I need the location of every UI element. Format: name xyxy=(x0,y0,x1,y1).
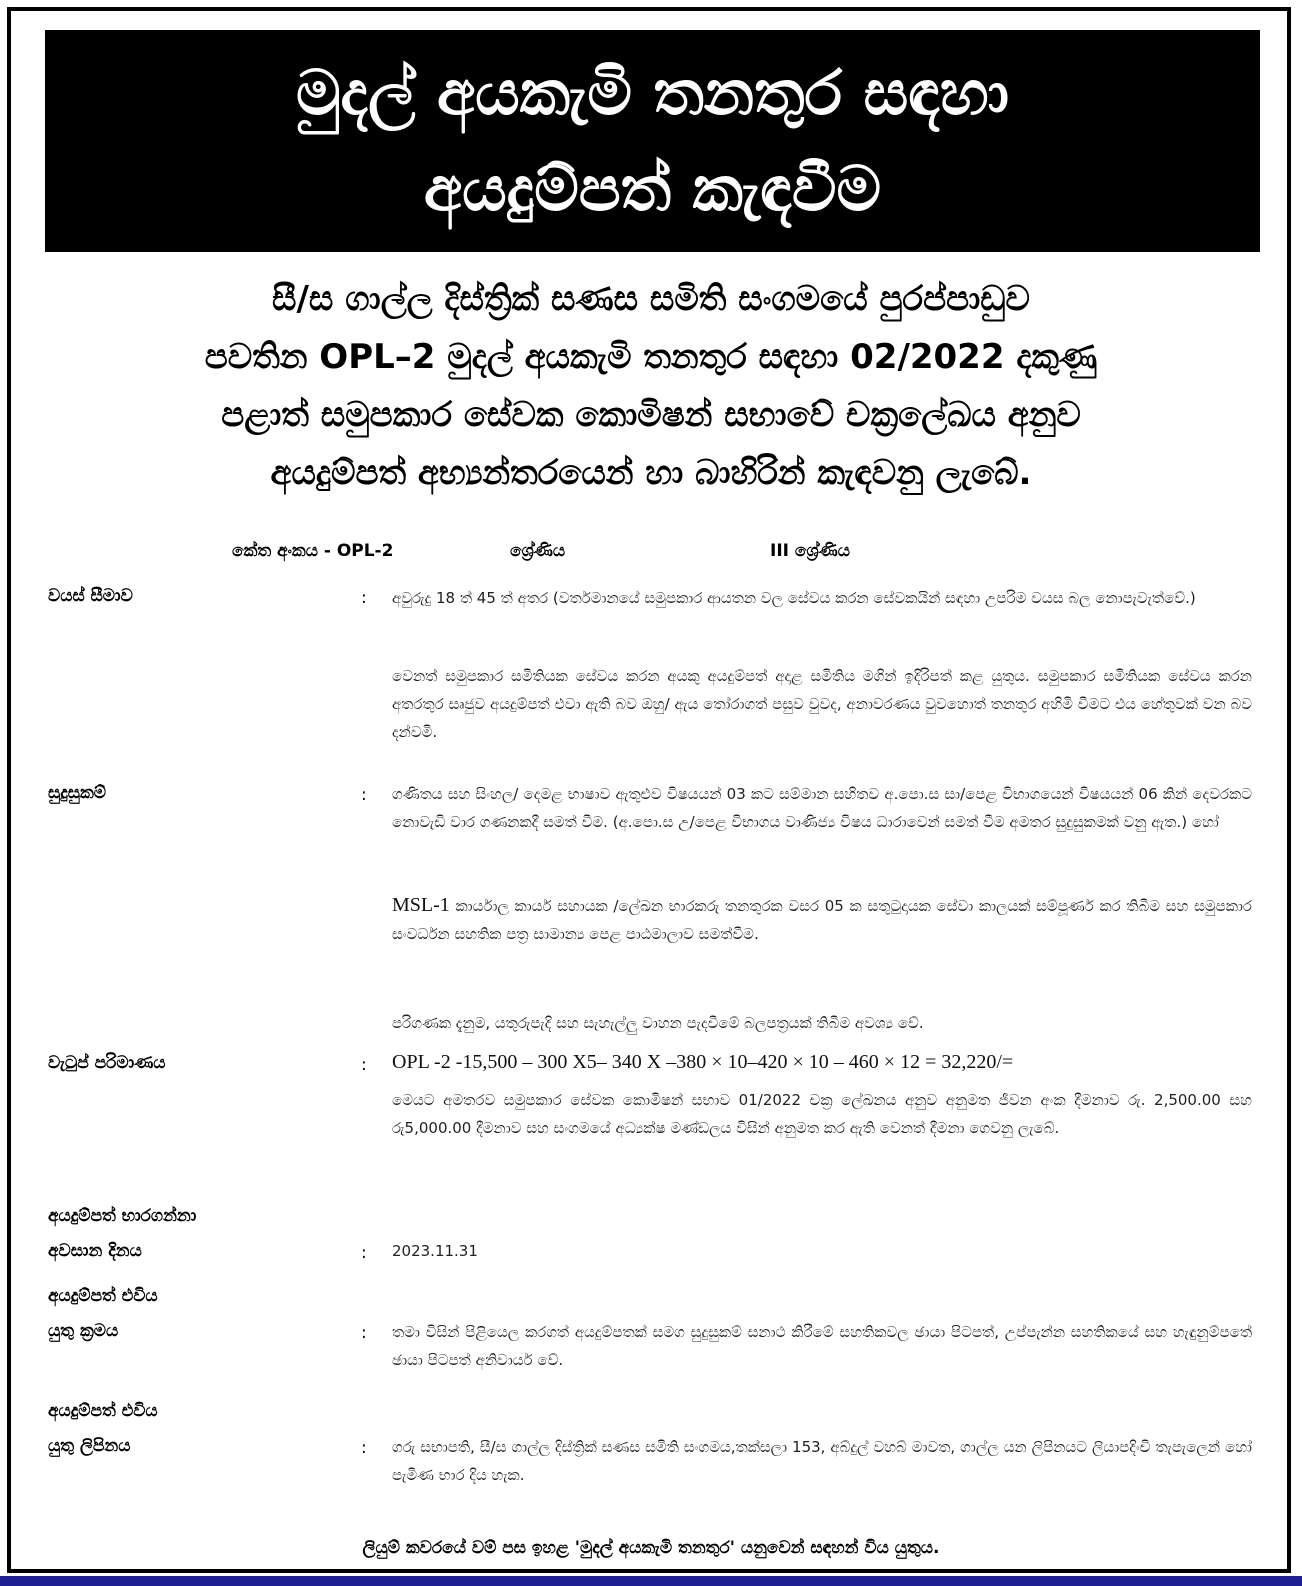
method-label-2: යුතු ක්‍රමය xyxy=(48,1321,119,1341)
envelope-note: ලියුම් කවරයේ වම් පස ඉහළ 'මුදල් අයකැමි තනතුර' යනුවෙන් සඳහන් විය යුතුය. xyxy=(362,1538,940,1558)
msl-text: කාර්යාල කාර්ය සහායක /ලේඛන භාරකරු තනතුරක වසර 05 ක සතුටුදායක සේවා කාලයක් සම්පූර්ණ කර තිබීම සහ සමුපකාර සංවර්ධන සහතික පත්‍ර සාමාන්‍ය පෙළ පාඨමාලාව සමත්වීම. xyxy=(392,897,1252,943)
age-text-2: වෙනත් සමුපකාර සමිතියක සේවය කරන අයකු අයදුම්පත් අදාළ සමිතිය මගින් ඉදිරිපත් කළ යුතුය. සමුපකාර සමිතියක සේවය කරන අතරතුර සෘජුව අයදුම්පත් එවා ඇති බව ඔහු/ ඇය තෝරාගත් පසුව වුවද, අනාවරණය වුවහොත් තනතුර අහිමි වීමට එය හේතුවක් වන බව දන්වමි. xyxy=(392,667,1252,741)
address-label-2: යුතු ලිපිනය xyxy=(48,1436,131,1456)
salary-colon: : xyxy=(361,1055,367,1075)
age-label: වයස් සීමාව xyxy=(48,586,133,606)
closing-colon: : xyxy=(361,1243,367,1263)
grade-label: ශ්‍රේණිය xyxy=(510,541,566,561)
post-code: කේත අංකය - OPL-2 xyxy=(232,541,394,561)
method-label-1: අයදුම්පත් එවිය xyxy=(48,1286,158,1306)
method-colon: : xyxy=(361,1323,367,1343)
closing-label-2: අවසාන දිනය xyxy=(48,1241,142,1261)
qualifications-text-3: පරිගණක දැනුම, යතුරුපැදි සහ සැහැල්ලු වාහන පැදවීමේ බලපත්‍රයක් තිබීම අවශ්‍ය වේ. xyxy=(392,1014,924,1032)
qualifications-label: සුදුසුකම් xyxy=(48,783,107,803)
address-text: ගරු සභාපති, සී/ස ගාල්ල දිස්ත්‍රික් සණස සමිති සංගමය,තක්සලා 153, අබ්දුල් වහබ් මාවත, ගාල්ල යන ලිපිනයට ලියාපදිංචි තැපැලෙන් හෝ පැමිණ භාර දිය හැක. xyxy=(392,1438,1252,1484)
salary-label: වැටුප් පරිමාණය xyxy=(48,1053,166,1073)
address-colon: : xyxy=(361,1438,367,1458)
age-colon: : xyxy=(361,588,367,608)
method-text: තමා විසින් පිළියෙල කරගත් අයදුම්පතක් සමග සුදුසුකම් සනාථ කිරීමේ සහතිකවල ඡායා පිටපත්, උප්පැන්න සහතිකයේ සහ හැඳුනුම්පතේ ඡායා පිටපත් අනිවාර්ය වේ. xyxy=(392,1323,1252,1369)
salary-text: මෙයට අමතරව සමුපකාර සේවක කොමිෂන් සභාව 01/2022 චක්‍ර ලේඛනය අනුව අනුමත ජීවන අංක දීමනාව රු. 2,500.00 සහ රු5,000.00 දීමනාව සහ සංගමයේ අධ්‍යක්ෂ මණ්ඩලය විසින් අනුමත කර ඇති වෙනත් දීමනා ගෙවනු ලැබේ. xyxy=(392,1091,1252,1137)
subheading-line-3: පළාත් සමුපකාර සේවක කොමිෂන් සභාවේ චක්‍රලේඛය අනුව xyxy=(221,395,1081,435)
qualifications-text-1: ගණිතය සහ සිංහල/ දෙමළ භාෂාව ඇතුළුව විෂයයන් 03 කට සම්මාන සහිතව අ.පො.ස සා/පෙළ විභාගයෙන් විෂයයන් 06 කින් දෙවරකට නොවැඩි වාර ගණනකදී සමත් වීම. (අ.පො.ස උ/පෙළ විභාගය වාණිජ්‍ය විෂය ධාරාවෙන් සමත් වීම අමතර සුදුසුකමක් වනු ඇත.) හෝ xyxy=(392,785,1252,831)
subheading xyxy=(30,270,1272,502)
closing-label-1: අයදුම්පත් භාරගන්නා xyxy=(48,1206,197,1226)
subheading-line-1: සී/ස ගාල්ල දිස්ත්‍රික් සණස සමිති සංගමයේ පුරප්පාඩුව xyxy=(272,279,1030,319)
age-text-1: අවුරුදු 18 ත් 45 ත් අතර (වර්තමානයේ සමුපකාර ආයතන වල සේවය කරන සේවකයින් සඳහා උපරිම වයස බල නොපැවැත්වේ.) xyxy=(392,589,1196,607)
subheading-line-2: පවතින OPL–2 මුදල් අයකැමි තනතුර සඳහා 02/2022 දකුණු xyxy=(204,337,1098,377)
closing-date: 2023.11.31 xyxy=(392,1242,478,1260)
qualifications-text-2 xyxy=(392,891,1252,948)
title-line-2: අයදුම්පත් කැඳවීම xyxy=(423,152,882,225)
msl-code: MSL-1 xyxy=(392,894,450,916)
grade-value: III ශ්‍රේණිය xyxy=(770,541,850,561)
title-banner xyxy=(45,30,1260,252)
subheading-line-4: අයදුම්පත් අභ්‍යන්තරයෙන් හා බාහිරින් කැඳවනු ලැබේ. xyxy=(270,453,1032,493)
title-line-1: මුදල් අයකැමි තනතුර සඳහා xyxy=(295,56,1010,129)
address-label-1: අයදුම්පත් එවිය xyxy=(48,1401,158,1421)
qualifications-colon: : xyxy=(361,785,367,805)
bottom-bar xyxy=(0,1576,1302,1586)
salary-scale: OPL -2 -15,500 – 300 X5– 340 X –380 × 10–420 × 10 – 460 × 12 = 32,220/= xyxy=(392,1051,1014,1073)
